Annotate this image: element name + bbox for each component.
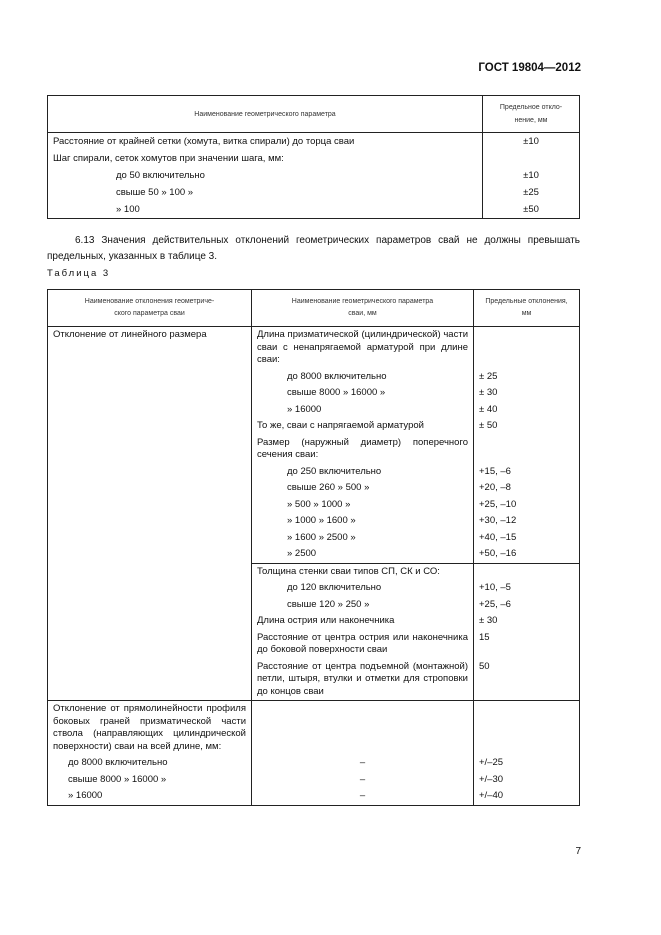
- table-row: [48, 150, 580, 167]
- parameter-cell: Длина призматической (цилиндрической) части сваи с ненапрягаемой арматурой при длине сваи:: [252, 327, 474, 369]
- table-row: [48, 167, 580, 184]
- t3-header-parameter-name: Наименование геометрического параметра сваи, мм: [252, 290, 474, 327]
- parameter-cell: Шаг спирали, сеток хомутов при значении шага, мм:: [48, 150, 483, 167]
- table-3: [47, 289, 580, 806]
- limit-cell: +/–30: [474, 772, 580, 789]
- table-row: [48, 788, 580, 805]
- limit-cell: [474, 701, 580, 756]
- parameter-cell: [252, 701, 474, 756]
- limit-cell: +20, –8: [474, 480, 580, 497]
- parameter-cell: до 8000 включительно: [252, 369, 474, 386]
- limit-cell: ± 50: [474, 418, 580, 435]
- table-row: [48, 184, 580, 201]
- limit-cell: +50, –16: [474, 546, 580, 563]
- parameter-cell: Расстояние от крайней сетки (хомута, витка спирали) до торца сваи: [48, 133, 483, 151]
- parameter-cell: до 120 включительно: [252, 580, 474, 597]
- limit-cell: +/–25: [474, 755, 580, 772]
- deviation-cell: ±25: [483, 184, 580, 201]
- t3-header-limits: Предельные отклонения, мм: [474, 290, 580, 327]
- t3-header-deviation-name: Наименование отклонения геометриче- ского параметра сваи: [48, 290, 252, 327]
- table-row: [48, 701, 580, 756]
- parameters-table: [47, 95, 580, 219]
- parameter-cell: Толщина стенки сваи типов СП, СК и СО:: [252, 563, 474, 580]
- parameter-cell: То же, сваи с напрягаемой арматурой: [252, 418, 474, 435]
- column-header-deviation: Предельное откло- нение, мм: [483, 96, 580, 133]
- deviation-cell: » 16000: [48, 788, 252, 805]
- deviation-cell: Отклонение от линейного размера: [48, 327, 252, 701]
- limit-cell: [474, 327, 580, 369]
- limit-cell: ± 40: [474, 402, 580, 419]
- deviation-cell: Отклонение от прямолинейности профиля боковых граней призматической части ствола (направляющих цилиндрической поверхности) сваи на всей длине, мм:: [48, 701, 252, 756]
- table-3-body: [48, 327, 580, 806]
- limit-cell: 50: [474, 659, 580, 701]
- parameter-cell: » 1600 » 2500 »: [252, 530, 474, 547]
- paragraph-6-13: [47, 233, 580, 265]
- limit-cell: +15, –6: [474, 464, 580, 481]
- limit-cell: +40, –15: [474, 530, 580, 547]
- column-header-parameter: Наименование геометрического параметра: [48, 96, 483, 133]
- parameter-cell: » 100: [48, 201, 483, 219]
- table-row: [48, 133, 580, 151]
- deviation-cell: [483, 150, 580, 167]
- page-number: 7: [575, 846, 581, 857]
- deviation-cell: свыше 8000 » 16000 »: [48, 772, 252, 789]
- limit-cell: ± 30: [474, 613, 580, 630]
- limit-cell: +25, –6: [474, 597, 580, 614]
- deviation-cell: до 8000 включительно: [48, 755, 252, 772]
- parameter-cell: Длина острия или наконечника: [252, 613, 474, 630]
- limit-cell: +/–40: [474, 788, 580, 805]
- parameter-cell: Расстояние от центра подъемной (монтажной) петли, штыря, втулки и отметки для строповки до концов сваи: [252, 659, 474, 701]
- limit-cell: [474, 435, 580, 464]
- limit-cell: [474, 563, 580, 580]
- table-row: [48, 327, 580, 369]
- table-row: [48, 772, 580, 789]
- parameter-cell: свыше 50 » 100 »: [48, 184, 483, 201]
- limit-cell: 15: [474, 630, 580, 659]
- deviation-cell: ±10: [483, 167, 580, 184]
- deviation-cell: ±50: [483, 201, 580, 219]
- parameter-cell: свыше 260 » 500 »: [252, 480, 474, 497]
- paragraph-text: 6.13 Значения действительных отклонений геометрических параметров свай не должны превышать предельных, указанных в таблице 3.: [47, 235, 580, 262]
- limit-cell: +25, –10: [474, 497, 580, 514]
- parameter-cell: –: [252, 788, 474, 805]
- parameter-cell: –: [252, 755, 474, 772]
- parameter-cell: » 500 » 1000 »: [252, 497, 474, 514]
- limit-cell: +10, –5: [474, 580, 580, 597]
- parameter-cell: Расстояние от центра острия или наконечника до боковой поверхности сваи: [252, 630, 474, 659]
- parameter-cell: до 50 включительно: [48, 167, 483, 184]
- limit-cell: +30, –12: [474, 513, 580, 530]
- limit-cell: ± 25: [474, 369, 580, 386]
- deviation-cell: ±10: [483, 133, 580, 151]
- table-row: [48, 201, 580, 219]
- table-row: [48, 755, 580, 772]
- document-header: ГОСТ 19804—2012: [478, 62, 581, 74]
- parameter-cell: свыше 120 » 250 »: [252, 597, 474, 614]
- parameter-cell: –: [252, 772, 474, 789]
- parameter-cell: » 1000 » 1600 »: [252, 513, 474, 530]
- parameter-cell: » 16000: [252, 402, 474, 419]
- parameters-table-body: [48, 133, 580, 219]
- parameter-cell: свыше 8000 » 16000 »: [252, 385, 474, 402]
- parameter-cell: » 2500: [252, 546, 474, 563]
- limit-cell: ± 30: [474, 385, 580, 402]
- parameter-cell: Размер (наружный диаметр) поперечного сечения сваи:: [252, 435, 474, 464]
- parameter-cell: до 250 включительно: [252, 464, 474, 481]
- table-3-label: Таблица 3: [47, 268, 111, 279]
